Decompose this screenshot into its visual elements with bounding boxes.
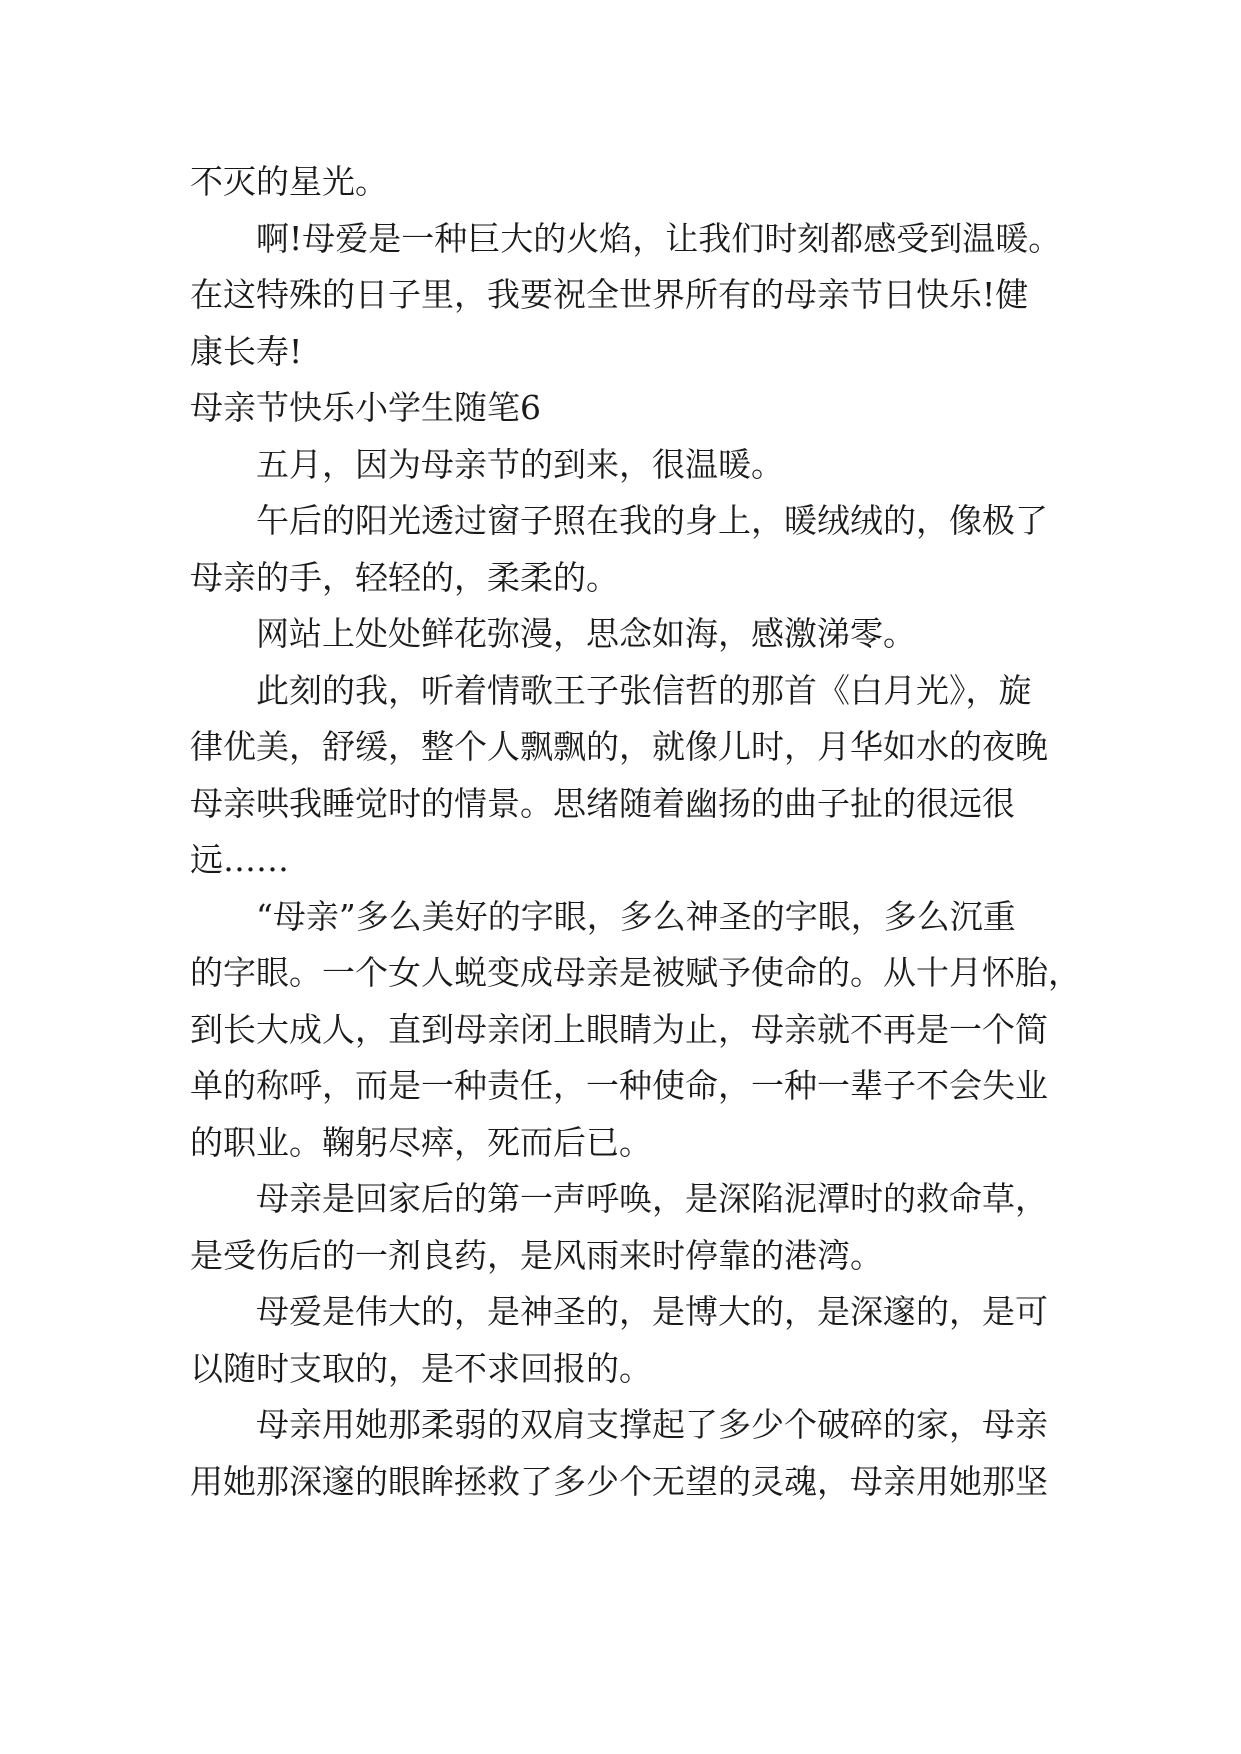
text-line: 是受伤后的一剂良药，是风雨来时停靠的港湾。: [190, 1235, 883, 1275]
text-line: 到长大成人，直到母亲闭上眼睛为止，母亲就不再是一个简: [190, 1009, 1048, 1049]
body-text: [190, 154, 1081, 1510]
text-line: 午后的阳光透过窗子照在我的身上，暖绒绒的，像极了: [256, 501, 1048, 540]
text-line: 母亲的手，轻轻的，柔柔的。: [190, 557, 619, 597]
text-line: “母亲”多么美好的字眼，多么神圣的字眼，多么沉重: [256, 896, 1016, 936]
text-line: 网站上处处鲜花弥漫，思念如海，感激涕零。: [256, 614, 916, 653]
text-line: 此刻的我，听着情歌王子张信哲的那首《白月光》，旋: [256, 670, 1032, 710]
text-line: 母亲哄我睡觉时的情景。思绪随着幽扬的曲子扯的很远很: [190, 783, 1015, 823]
text-line: 母亲用她那柔弱的双肩支撑起了多少个破碎的家，母亲: [256, 1405, 1048, 1444]
text-line: 不灭的星光。: [190, 162, 388, 201]
text-line: 的职业。鞠躬尽瘁，死而后已。: [190, 1122, 652, 1162]
text-line: 以随时支取的，是不求回报的。: [190, 1348, 652, 1388]
text-line: 律优美，舒缓，整个人飘飘的，就像儿时，月华如水的夜晚: [190, 727, 1048, 766]
text-line: 康长寿!: [190, 331, 303, 371]
text-line: 啊!母爱是一种巨大的火焰，让我们时刻都感受到温暖。: [256, 218, 1062, 258]
text-line: 用她那深邃的眼眸拯救了多少个无望的灵魂，母亲用她那坚: [190, 1461, 1048, 1501]
section-heading: 母亲节快乐小学生随笔6: [190, 388, 541, 427]
text-line: 单的称呼，而是一种责任，一种使命，一种一辈子不会失业: [190, 1066, 1048, 1105]
text-line: 的字眼。一个女人蜕变成母亲是被赋予使命的。从十月怀胎，: [190, 953, 1081, 992]
text-line: 五月，因为母亲节的到来，很温暖。: [256, 444, 784, 484]
text-line: 在这特殊的日子里，我要祝全世界所有的母亲节日快乐!健: [190, 275, 1029, 314]
text-line: 母爱是伟大的，是神圣的，是博大的，是深邃的，是可: [256, 1292, 1048, 1331]
text-line: 母亲是回家后的第一声呼唤，是深陷泥潭时的救命草，: [256, 1179, 1048, 1218]
text-line: 远……: [190, 840, 289, 879]
